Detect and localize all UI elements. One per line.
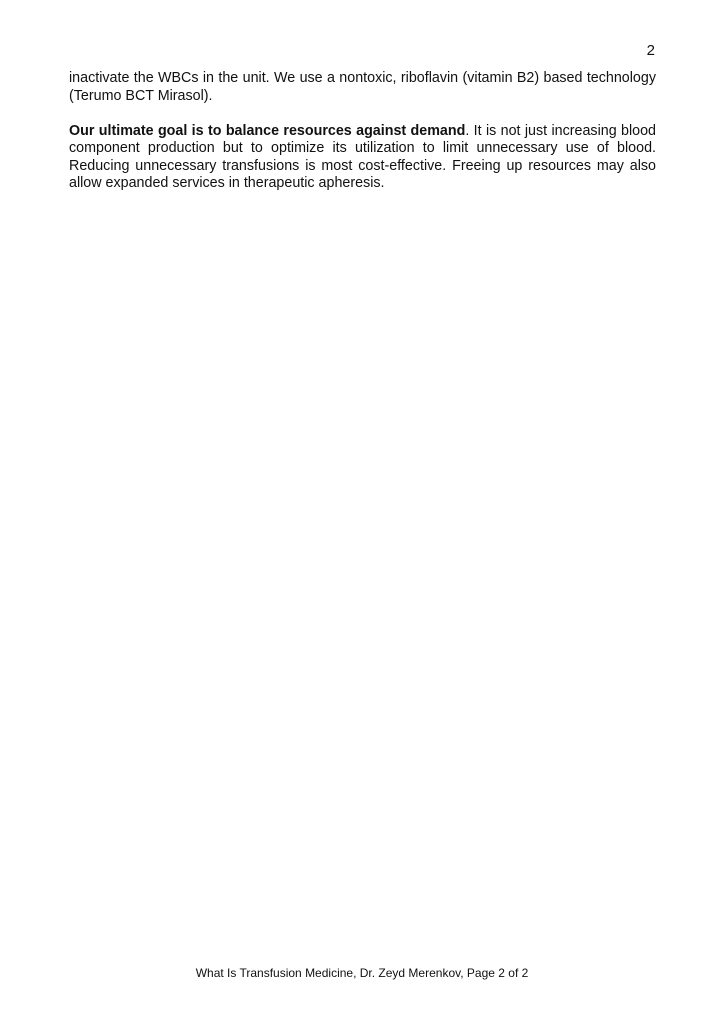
paragraph-text: inactivate the WBCs in the unit. We use a nontoxic, riboflavin (vitamin B2) based technology (Terumo BCT Mirasol).	[69, 70, 656, 104]
page-footer: What Is Transfusion Medicine, Dr. Zeyd Merenkov, Page 2 of 2	[195, 966, 529, 980]
page-number: 2	[646, 42, 655, 59]
paragraph-goal	[69, 123, 656, 193]
paragraph-continuation	[69, 70, 656, 105]
paragraph-bold-lead: Our ultimate goal is to balance resources against demand	[69, 122, 466, 139]
document-body	[69, 70, 656, 193]
paragraph-text: . It is not just increasing blood component production but to optimize its utilization to limit unnecessary use of blood. Reducing unnecessary transfusions is most cost-effective. Freeing up resources may also allow expanded services in therapeutic apheresis.	[69, 122, 656, 191]
